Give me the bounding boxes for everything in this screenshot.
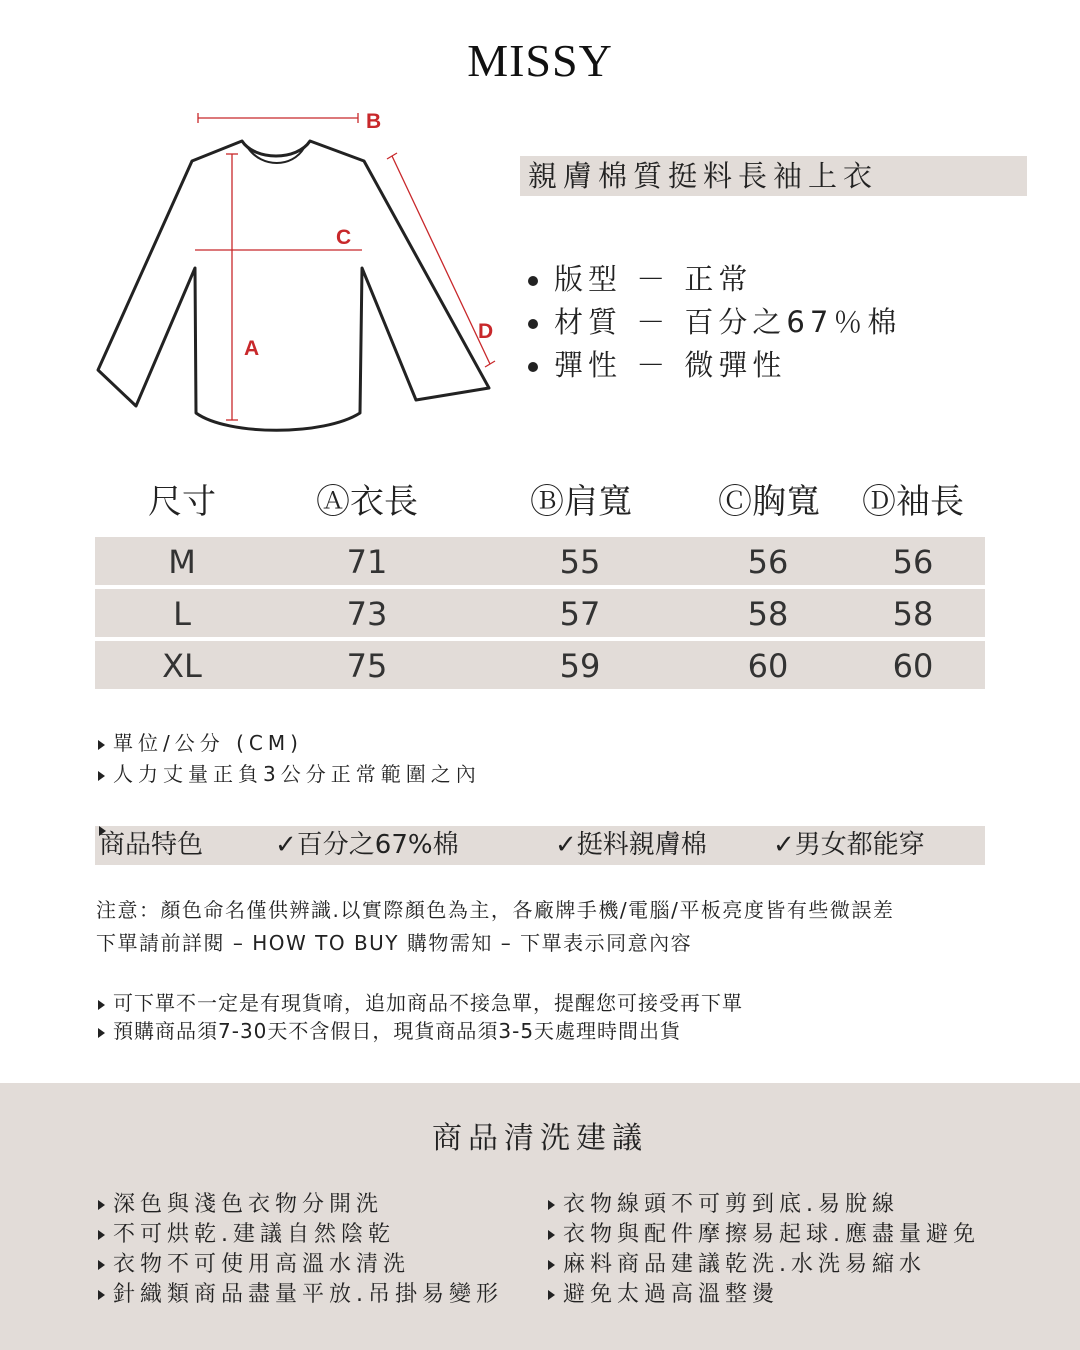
feature-bar: 商品特色 ✓百分之67%棉 ✓挺料親膚棉 ✓男女都能穿	[95, 826, 985, 865]
size-table-header	[0, 474, 1080, 524]
size-table	[95, 537, 985, 693]
header-chest: Ⓒ胸寬	[718, 482, 820, 522]
triangle-bullet-icon	[548, 1290, 555, 1300]
bullet-icon	[528, 319, 538, 329]
product-title: 親膚棉質挺料長袖上衣	[520, 156, 1027, 196]
triangle-bullet-icon	[98, 771, 105, 781]
note-item: 人力丈量正負3公分正常範圍之內	[98, 759, 481, 790]
label-a: A	[244, 337, 260, 360]
note-item: 預購商品須7-30天不含假日，現貨商品須3-5天處理時間出貨	[98, 1017, 743, 1045]
wash-item: 衣物不可使用高溫水清洗	[98, 1250, 503, 1280]
bullet-icon	[528, 276, 538, 286]
wash-item: 避免太過高溫整燙	[548, 1280, 980, 1310]
triangle-bullet-icon	[98, 740, 105, 750]
measurement-notes	[98, 728, 481, 790]
triangle-bullet-icon	[98, 1200, 105, 1210]
table-row: XL 75 59 60 60	[95, 641, 985, 689]
header-length: Ⓐ衣長	[316, 482, 418, 522]
wash-item: 不可烘乾.建議自然陰乾	[98, 1220, 503, 1250]
notice-line: 下單請前詳閱 – HOW TO BUY 購物需知 – 下單表示同意內容	[96, 931, 693, 955]
header-sleeve: Ⓓ袖長	[862, 482, 964, 522]
garment-outline	[98, 141, 489, 430]
label-c: C	[336, 226, 352, 249]
label-d: D	[478, 320, 494, 343]
order-notes	[98, 989, 743, 1045]
table-row: M 71 55 56 56	[95, 537, 985, 585]
wash-list-left	[98, 1190, 503, 1310]
spec-item: 版型 － 正常	[528, 258, 901, 301]
notice-line: 注意：顏色命名僅供辨識.以實際顏色為主，各廠牌手機/電腦/平板亮度皆有些微誤差	[96, 898, 895, 922]
note-item: 可下單不一定是有現貨唷，追加商品不接急單，提醒您可接受再下單	[98, 989, 743, 1017]
color-notice	[96, 894, 894, 960]
feature-item: ✓百分之67%棉	[275, 830, 459, 860]
triangle-bullet-icon	[98, 1260, 105, 1270]
triangle-bullet-icon	[548, 1260, 555, 1270]
wash-title: 商品清洗建議	[432, 1121, 648, 1156]
wash-list-right	[548, 1190, 980, 1310]
label-b: B	[366, 110, 382, 133]
brand-logo: MISSY	[467, 35, 613, 86]
triangle-bullet-icon	[98, 1290, 105, 1300]
wash-item: 深色與淺色衣物分開洗	[98, 1190, 503, 1220]
header-shoulder: Ⓑ肩寬	[530, 482, 632, 522]
triangle-bullet-icon	[548, 1200, 555, 1210]
wash-item: 針織類商品盡量平放.吊掛易變形	[98, 1280, 503, 1310]
header-size: 尺寸	[148, 482, 216, 522]
triangle-bullet-icon	[98, 1028, 105, 1038]
garment-diagram	[92, 108, 502, 438]
note-item: 單位/公分 (CM)	[98, 728, 481, 759]
triangle-bullet-icon	[98, 1230, 105, 1240]
wash-item: 衣物與配件摩擦易起球.應盡量避免	[548, 1220, 980, 1250]
triangle-bullet-icon	[98, 1000, 105, 1010]
spec-item: 材質 － 百分之67％棉	[528, 301, 901, 344]
wash-item: 衣物線頭不可剪到底.易脫線	[548, 1190, 980, 1220]
wash-section	[0, 1083, 1080, 1350]
bullet-icon	[528, 362, 538, 372]
feature-item: ✓男女都能穿	[773, 830, 925, 860]
spec-list	[528, 258, 901, 387]
triangle-bullet-icon	[548, 1230, 555, 1240]
wash-item: 麻料商品建議乾洗.水洗易縮水	[548, 1250, 980, 1280]
feature-item: ✓挺料親膚棉	[555, 830, 707, 860]
spec-item: 彈性 － 微彈性	[528, 344, 901, 387]
table-row: L 73 57 58 58	[95, 589, 985, 637]
